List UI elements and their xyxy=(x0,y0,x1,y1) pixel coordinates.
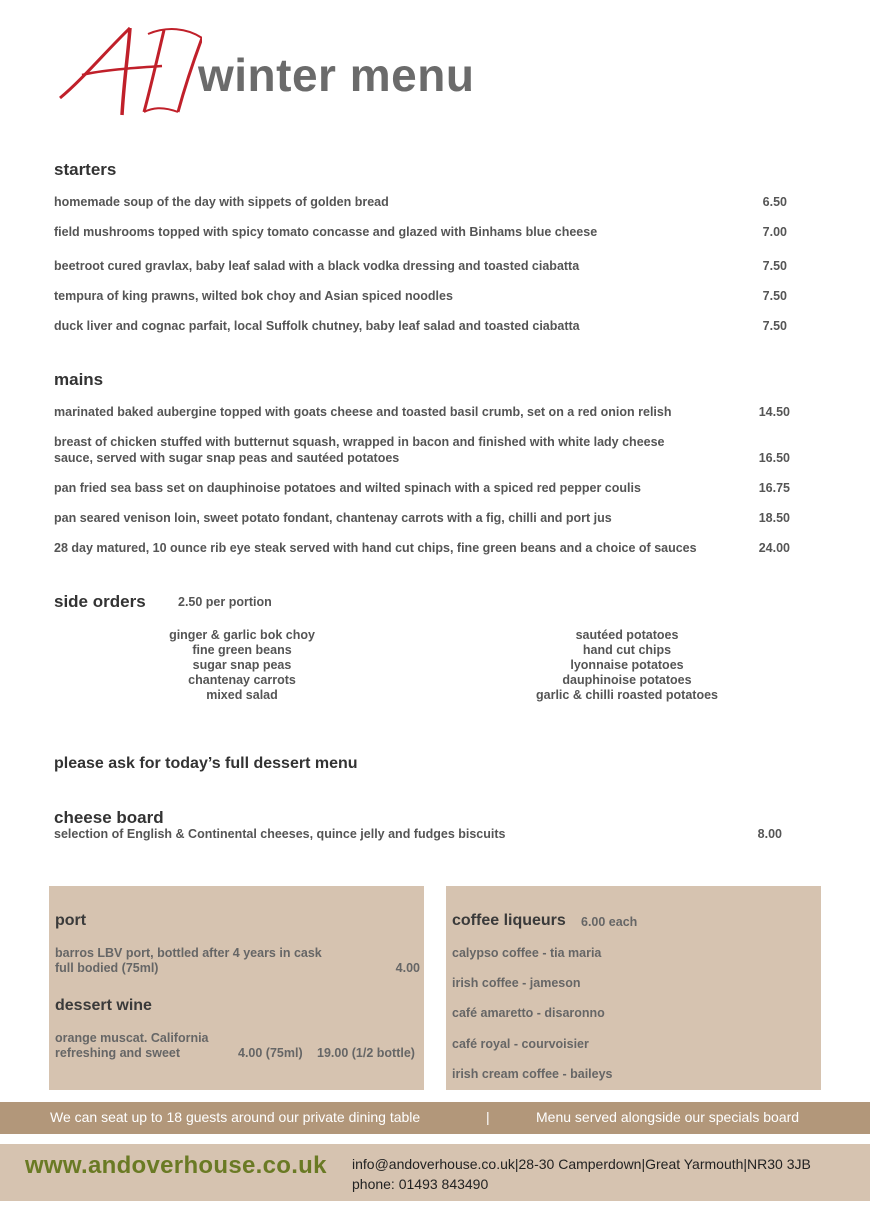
side-item: mixed salad xyxy=(206,688,278,702)
starter-item-name: field mushrooms topped with spicy tomato concasse and glazed with Binhams blue cheese xyxy=(54,225,598,239)
starter-item-price: 7.50 xyxy=(762,259,787,273)
coffee-item: café amaretto - disaronno xyxy=(452,1006,605,1020)
side-item: sugar snap peas xyxy=(192,658,292,672)
starter-item-price: 6.50 xyxy=(762,195,787,209)
port-line2: full bodied (75ml) xyxy=(55,961,159,975)
side-item: hand cut chips xyxy=(582,643,672,657)
port-heading: port xyxy=(55,912,87,929)
menu-title: winter menu xyxy=(198,49,475,101)
dessert-wine-price-bottle: 19.00 (1/2 bottle) xyxy=(317,1046,415,1060)
main-item-name: 28 day matured, 10 ounce rib eye steak served with hand cut chips, fine green beans and a choice of sauces xyxy=(54,541,697,555)
side-list-left xyxy=(142,628,342,703)
ah-logo xyxy=(52,20,202,120)
main-item-name: pan fried sea bass set on dauphinoise potatoes and wilted spinach with a spiced red pepper coulis xyxy=(54,481,641,495)
website-link[interactable]: www.andoverhouse.co.uk xyxy=(25,1152,327,1179)
main-item-price: 16.50 xyxy=(758,451,790,465)
coffee-item: irish coffee - jameson xyxy=(452,976,581,990)
starter-item-name: duck liver and cognac parfait, local Suffolk chutney, baby leaf salad and toasted ciabatta xyxy=(54,319,580,333)
coffee-item: café royal - courvoisier xyxy=(452,1037,589,1051)
coffee-item: irish cream coffee - baileys xyxy=(452,1067,613,1081)
starter-item-name: beetroot cured gravlax, baby leaf salad with a black vodka dressing and toasted ciabatta xyxy=(54,259,580,273)
coffee-heading: coffee liqueurs xyxy=(452,912,566,929)
contact-address: info@andoverhouse.co.uk|28-30 Camperdown|Great Yarmouth|NR30 3JB xyxy=(352,1156,811,1172)
seating-note: We can seat up to 18 guests around our private dining table xyxy=(50,1109,421,1125)
side-item: sautéed potatoes xyxy=(575,628,679,642)
side-item: dauphinoise potatoes xyxy=(562,673,692,687)
side-orders-price-note: 2.50 per portion xyxy=(178,595,272,609)
starter-item-name: tempura of king prawns, wilted bok choy and Asian spiced noodles xyxy=(54,289,453,303)
main-item-price: 14.50 xyxy=(758,405,790,419)
cheese-board-price: 8.00 xyxy=(757,827,782,841)
dessert-wine-price-glass: 4.00 (75ml) xyxy=(238,1046,303,1060)
coffee-price-note: 6.00 each xyxy=(581,915,638,929)
side-item: lyonnaise potatoes xyxy=(570,658,684,672)
side-item: chantenay carrots xyxy=(188,673,296,687)
side-list-right xyxy=(517,628,737,703)
coffee-item: calypso coffee - tia maria xyxy=(452,946,602,960)
dessert-wine-line1: orange muscat. California xyxy=(55,1031,209,1045)
separator: | xyxy=(486,1109,490,1125)
main-item-name-line2: sauce, served with sugar snap peas and sautéed potatoes xyxy=(54,451,400,465)
dessert-wine-heading: dessert wine xyxy=(55,997,152,1014)
dessert-note: please ask for today’s full dessert menu xyxy=(54,755,358,772)
mains-heading: mains xyxy=(54,370,104,389)
starter-item-price: 7.50 xyxy=(762,289,787,303)
side-item: ginger & garlic bok choy xyxy=(169,628,315,642)
side-item: fine green beans xyxy=(192,643,292,657)
side-item: garlic & chilli roasted potatoes xyxy=(536,688,718,702)
cheese-board-description: selection of English & Continental cheeses, quince jelly and fudges biscuits xyxy=(54,827,506,841)
main-item-name-line1: breast of chicken stuffed with butternut squash, wrapped in bacon and finished with white lady cheese xyxy=(54,435,665,449)
starters-heading: starters xyxy=(54,160,117,179)
starter-item-name: homemade soup of the day with sippets of golden bread xyxy=(54,195,389,209)
main-item-name: pan seared venison loin, sweet potato fondant, chantenay carrots with a fig, chilli and port jus xyxy=(54,511,612,525)
starter-item-price: 7.50 xyxy=(762,319,787,333)
contact-phone: phone: 01493 843490 xyxy=(352,1176,489,1192)
dessert-wine-line2: refreshing and sweet xyxy=(55,1046,181,1060)
main-item-price: 18.50 xyxy=(758,511,790,525)
port-line1: barros LBV port, bottled after 4 years in cask xyxy=(55,946,322,960)
cheese-board-heading: cheese board xyxy=(54,808,164,827)
main-item-name: marinated baked aubergine topped with goats cheese and toasted basil crumb, set on a red onion relish xyxy=(54,405,672,419)
side-orders-heading: side orders xyxy=(54,592,146,611)
starter-item-price: 7.00 xyxy=(762,225,787,239)
port-price: 4.00 xyxy=(395,961,420,975)
main-item-price: 16.75 xyxy=(758,481,790,495)
main-item-price: 24.00 xyxy=(758,541,790,555)
specials-note: Menu served alongside our specials board xyxy=(536,1109,800,1125)
